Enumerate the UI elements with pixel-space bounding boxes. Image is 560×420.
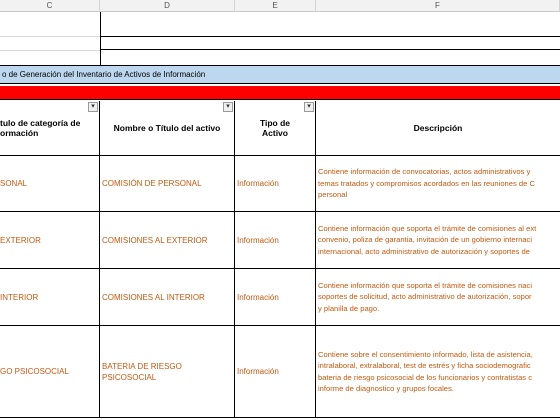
- table-row-tipo[interactable]: Información: [235, 326, 316, 418]
- description-line: internacional, acto administrativo de autorización y soportes de: [318, 246, 530, 256]
- filter-dropdown-icon[interactable]: ▾: [223, 102, 233, 112]
- column-header-c[interactable]: C: [0, 0, 100, 12]
- table-row-categoria[interactable]: GO PSICOSOCIAL: [0, 326, 100, 418]
- description-line: informe de diagnostico y grupos focales.: [318, 384, 454, 393]
- description-text: [318, 223, 536, 258]
- header-tipo[interactable]: Tipo de Activo: [235, 101, 316, 156]
- inventory-banner[interactable]: o de Generación del Inventario de Activos de Información: [0, 66, 560, 84]
- description-line: bateria de riesgo psicosocial de los funcionarios y contratistas c: [318, 372, 533, 382]
- description-text: [318, 280, 532, 315]
- table-row-descripcion[interactable]: [316, 326, 560, 418]
- description-line: intralaboral, extralaboral, test de estrés y ficha sociodemografic: [318, 361, 531, 370]
- table-row-nombre[interactable]: COMISIONES AL EXTERIOR: [100, 212, 235, 269]
- description-line: soportes de solicitud, acto administrativo de autorización, sopor: [318, 292, 532, 302]
- description-line: Contiene sobre el consentimiento informado, lista de asistencia,: [318, 349, 533, 359]
- table-row-descripcion[interactable]: [316, 212, 560, 269]
- table-row-descripcion[interactable]: [316, 269, 560, 326]
- cell-border: [100, 49, 560, 50]
- description-line: convenio, poliza de garantia, invitación de un gobierno internaci: [318, 235, 533, 245]
- table-row-descripcion[interactable]: [316, 156, 560, 212]
- description-line: Contiene información de convocatorias, actos administrativos y: [318, 167, 531, 177]
- red-separator-bar: [0, 86, 560, 100]
- header-descripcion[interactable]: Descripción: [316, 101, 560, 156]
- filter-dropdown-icon[interactable]: ▾: [88, 102, 98, 112]
- description-line: y planilla de pago.: [318, 303, 380, 313]
- cell-border: [100, 36, 560, 37]
- table-row-categoria[interactable]: INTERIOR: [0, 269, 100, 326]
- description-text: [318, 166, 535, 201]
- table-row-nombre[interactable]: COMISIÓN DE PERSONAL: [100, 156, 235, 212]
- table-row-categoria[interactable]: EXTERIOR: [0, 212, 100, 269]
- description-line: Contiene información que soporta el trámite de comisiones al ext: [318, 223, 537, 233]
- table-row-nombre[interactable]: BATERIA DE RIESGO PSICOSOCIAL: [100, 326, 235, 418]
- table-row-tipo[interactable]: Información: [235, 212, 316, 269]
- description-line: personal: [318, 190, 348, 200]
- header-categoria[interactable]: tulo de categoría de ormación: [0, 101, 100, 156]
- description-line: Contiene información que soporta el trámite de comisiones naci: [318, 280, 533, 290]
- column-header-e[interactable]: E: [235, 0, 316, 12]
- table-row-tipo[interactable]: Información: [235, 156, 316, 212]
- filter-dropdown-icon[interactable]: ▾: [304, 102, 314, 112]
- header-nombre[interactable]: Nombre o Título del activo: [100, 101, 235, 156]
- table-row-nombre[interactable]: COMISIONES AL INTERIOR: [100, 269, 235, 326]
- gridline: [0, 36, 100, 37]
- description-line: temas tratados y compromisos acordados en las reuniones de C: [318, 178, 535, 188]
- cell-border: [100, 12, 101, 65]
- gridline: [0, 50, 100, 51]
- column-header-f[interactable]: F: [316, 0, 560, 12]
- table-row-tipo[interactable]: Información: [235, 269, 316, 326]
- table-row-categoria[interactable]: SONAL: [0, 156, 100, 212]
- description-text: [318, 349, 533, 395]
- column-header-d[interactable]: D: [100, 0, 235, 12]
